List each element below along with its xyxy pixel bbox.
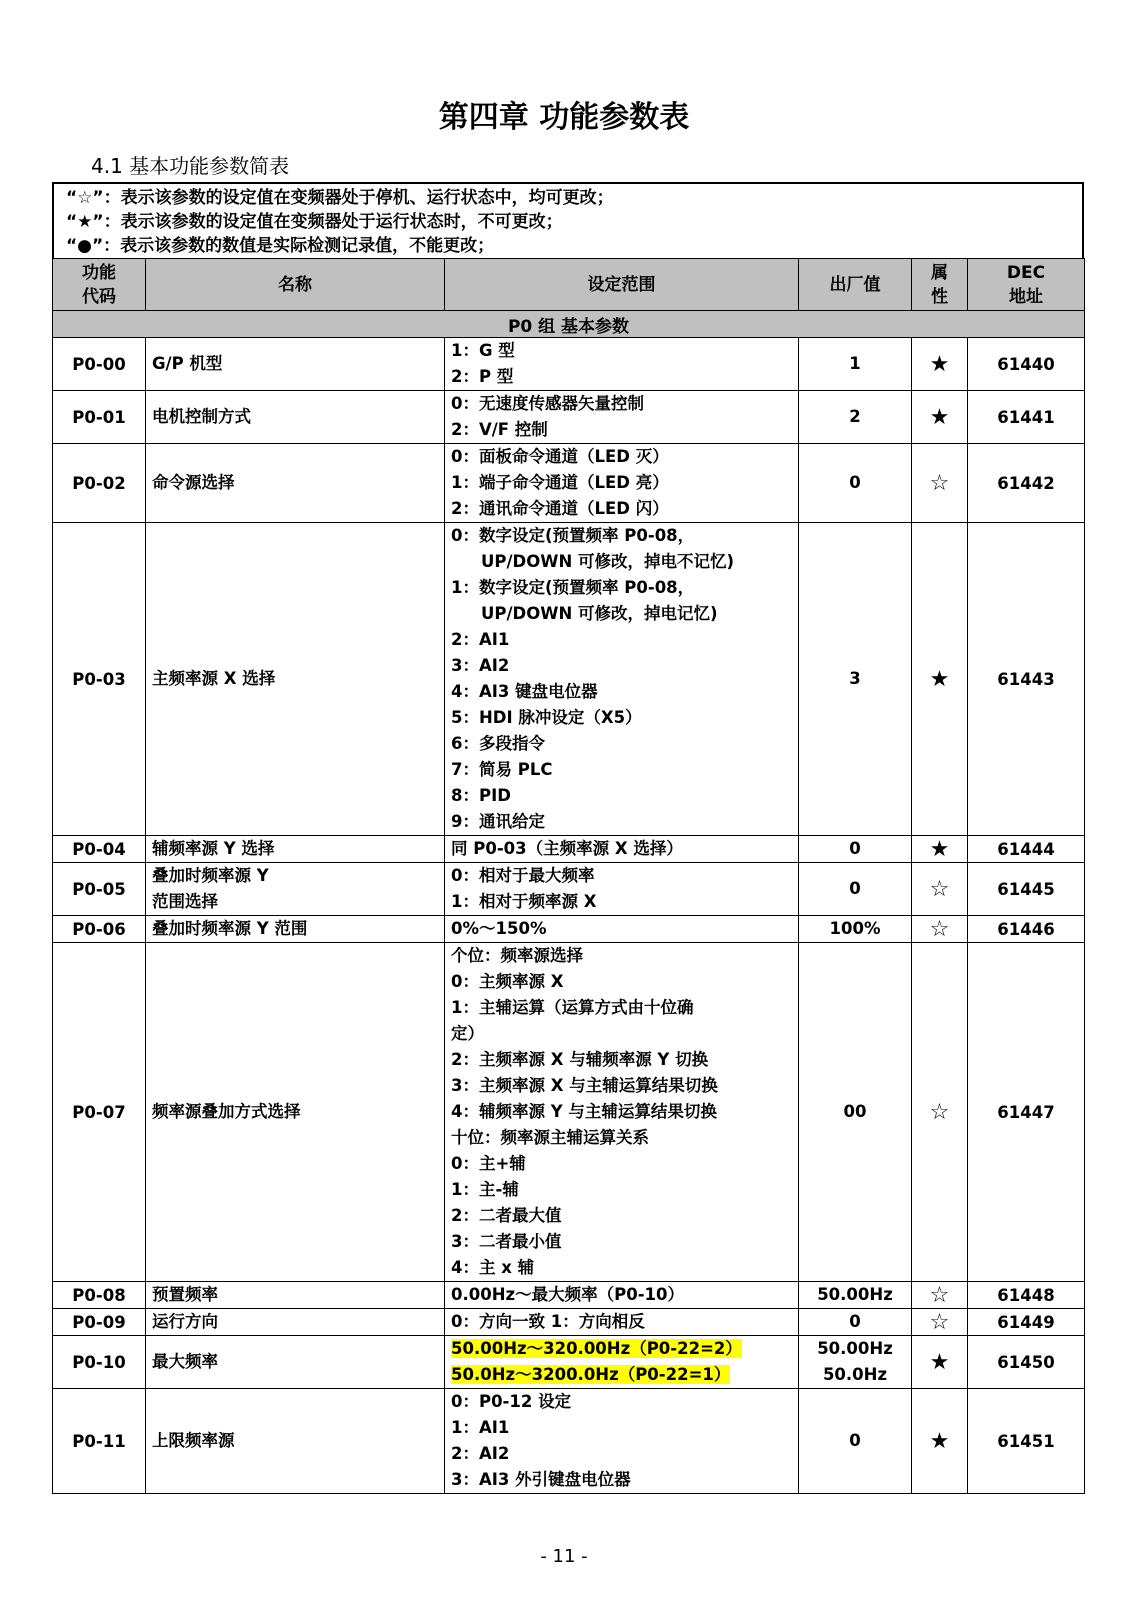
cell-line: 5：HDI 脉冲设定（X5） (451, 708, 642, 727)
cell-line: 3：AI3 外引键盘电位器 (451, 1470, 631, 1489)
cell-line: 0 (849, 879, 861, 898)
param-default (799, 836, 912, 863)
hollow-star-icon: ☆ (912, 444, 968, 523)
cell-line: 0%～150% (451, 919, 547, 938)
cell-line (451, 1336, 792, 1362)
hollow-star-icon: ☆ (912, 943, 968, 1282)
cell-line: 1：主-辅 (451, 1180, 519, 1199)
cell-line: 0：无速度传感器矢量控制 (451, 394, 644, 413)
param-dec-address: 61448 (968, 1282, 1085, 1309)
table-row (53, 836, 1085, 863)
cell-line: 0 (849, 1312, 861, 1331)
cell-line: 叠加时频率源 Y 范围 (152, 919, 308, 938)
param-range (445, 1336, 799, 1389)
param-default (799, 1282, 912, 1309)
param-code: P0-07 (53, 943, 146, 1282)
cell-line: 2 (849, 407, 861, 426)
cell-line: 8：PID (451, 786, 511, 805)
cell-line: 同 P0-03（主频率源 X 选择） (451, 839, 683, 858)
cell-line: 0：P0-12 设定 (451, 1392, 572, 1411)
cell-line: 2：P 型 (451, 367, 514, 386)
cell-line: 0 (849, 839, 861, 858)
hollow-star-icon: ☆ (912, 1282, 968, 1309)
param-range (445, 943, 799, 1282)
chapter-title: 第四章 功能参数表 (438, 100, 690, 135)
cell-line: 1 (849, 354, 861, 373)
param-name (146, 1336, 445, 1389)
cell-line: 定） (451, 1024, 484, 1043)
cell-line: 主频率源 X 选择 (152, 669, 276, 688)
filled-star-icon: ★ (912, 391, 968, 444)
filled-star-icon: ★ (912, 338, 968, 391)
header-default: 出厂值 (799, 259, 912, 311)
param-code: P0-08 (53, 1282, 146, 1309)
hollow-star-icon: ☆ (912, 863, 968, 916)
table-row (53, 916, 1085, 943)
table-row (53, 1336, 1085, 1389)
cell-line: 十位：频率源主辅运算关系 (451, 1128, 649, 1147)
cell-line: 2：V/F 控制 (451, 420, 548, 439)
cell-line: 预置频率 (152, 1285, 218, 1304)
cell-line: 2：通讯命令通道（LED 闪） (451, 499, 669, 518)
param-dec-address: 61445 (968, 863, 1085, 916)
param-name (146, 1282, 445, 1309)
cell-line: 3：AI2 (451, 656, 510, 675)
cell-line: 6：多段指令 (451, 734, 545, 753)
table-header-row (53, 259, 1085, 311)
cell-line: 1：端子命令通道（LED 亮） (451, 473, 669, 492)
cell-line: 0：主+辅 (451, 1154, 526, 1173)
param-name (146, 943, 445, 1282)
cell-line: UP/DOWN 可修改，掉电记忆) (481, 604, 718, 623)
cell-line: 50.00Hz (817, 1339, 893, 1358)
filled-star-icon: ★ (912, 836, 968, 863)
table-row (53, 391, 1085, 444)
cell-line: 00 (843, 1102, 867, 1121)
cell-line: 3：主频率源 X 与主辅运算结果切换 (451, 1076, 718, 1095)
param-default (799, 943, 912, 1282)
table-row (53, 523, 1085, 836)
param-code: P0-01 (53, 391, 146, 444)
param-default (799, 391, 912, 444)
param-dec-address: 61446 (968, 916, 1085, 943)
param-name (146, 1389, 445, 1494)
param-default (799, 863, 912, 916)
cell-line: 上限频率源 (152, 1431, 235, 1450)
cell-line: 0：主频率源 X (451, 972, 564, 991)
cell-line: 0 (849, 1431, 861, 1450)
table-row (53, 943, 1085, 1282)
legend-line-read-only: “●”：表示该参数的数值是实际检测记录值，不能更改； (66, 236, 495, 256)
param-range (445, 836, 799, 863)
param-name (146, 1309, 445, 1336)
param-name (146, 863, 445, 916)
cell-line: G/P 机型 (152, 354, 223, 373)
group-row (53, 311, 1085, 338)
table-row (53, 1309, 1085, 1336)
param-dec-address: 61440 (968, 338, 1085, 391)
param-range (445, 863, 799, 916)
param-dec-address: 61451 (968, 1389, 1085, 1494)
cell-line: 0 (849, 473, 861, 492)
cell-line: 1：主辅运算（运算方式由十位确 (451, 998, 694, 1017)
param-range (445, 391, 799, 444)
group-title: P0 组 基本参数 (53, 311, 1085, 338)
section-title: 4.1 基本功能参数简表 (91, 154, 290, 178)
cell-line: 3 (849, 669, 861, 688)
param-code: P0-11 (53, 1389, 146, 1494)
hollow-star-icon: ☆ (912, 1309, 968, 1336)
param-name (146, 444, 445, 523)
cell-line: 7：简易 PLC (451, 760, 553, 779)
table-row (53, 444, 1085, 523)
header-name: 名称 (146, 259, 445, 311)
param-code: P0-10 (53, 1336, 146, 1389)
param-dec-address: 61443 (968, 523, 1085, 836)
cell-line: 电机控制方式 (152, 407, 251, 426)
legend-line-changeable: “☆”：表示该参数的设定值在变频器处于停机、运行状态中，均可更改； (66, 188, 614, 208)
param-name (146, 391, 445, 444)
param-range (445, 1389, 799, 1494)
param-default (799, 523, 912, 836)
cell-line: 1：AI1 (451, 1418, 510, 1437)
cell-line: 4：AI3 键盘电位器 (451, 682, 598, 701)
hollow-star-icon: ☆ (912, 916, 968, 943)
cell-line: 2：AI1 (451, 630, 510, 649)
cell-line: 3：二者最小值 (451, 1232, 562, 1251)
cell-line: 0：面板命令通道（LED 灭） (451, 447, 669, 466)
cell-line: 2：AI2 (451, 1444, 510, 1463)
page-number: - 11 - (540, 1546, 588, 1567)
param-range (445, 523, 799, 836)
param-code: P0-00 (53, 338, 146, 391)
param-code: P0-06 (53, 916, 146, 943)
highlighted-text: 50.0Hz～3200.0Hz（P0-22=1） (451, 1365, 731, 1384)
param-code: P0-04 (53, 836, 146, 863)
table-row (53, 1389, 1085, 1494)
cell-line: 辅频率源 Y 选择 (152, 839, 275, 858)
param-code: P0-09 (53, 1309, 146, 1336)
attribute-legend (52, 182, 1084, 258)
cell-line: 运行方向 (152, 1312, 218, 1331)
cell-line: 范围选择 (152, 892, 218, 911)
param-dec-address: 61441 (968, 391, 1085, 444)
cell-line: 频率源叠加方式选择 (152, 1102, 301, 1121)
param-name (146, 523, 445, 836)
param-code: P0-02 (53, 444, 146, 523)
cell-line: 4：主 x 辅 (451, 1258, 535, 1277)
cell-line: 4：辅频率源 Y 与主辅运算结果切换 (451, 1102, 717, 1121)
cell-line (451, 1362, 792, 1388)
cell-line: 2：主频率源 X 与辅频率源 Y 切换 (451, 1050, 709, 1069)
param-range (445, 338, 799, 391)
filled-star-icon: ★ (912, 1336, 968, 1389)
param-name (146, 338, 445, 391)
param-name (146, 836, 445, 863)
cell-line: 50.00Hz (817, 1285, 893, 1304)
filled-star-icon: ★ (912, 1389, 968, 1494)
param-default (799, 1309, 912, 1336)
param-range (445, 444, 799, 523)
param-dec-address: 61449 (968, 1309, 1085, 1336)
param-default (799, 444, 912, 523)
param-default (799, 916, 912, 943)
param-dec-address: 61450 (968, 1336, 1085, 1389)
header-range: 设定范围 (445, 259, 799, 311)
table-row (53, 863, 1085, 916)
param-default (799, 1389, 912, 1494)
cell-line: 1：数字设定(预置频率 P0-08， (451, 578, 695, 597)
param-code: P0-03 (53, 523, 146, 836)
param-range (445, 916, 799, 943)
cell-line: UP/DOWN 可修改，掉电不记忆) (481, 552, 735, 571)
cell-line: 1：相对于频率源 X (451, 892, 597, 911)
param-default (799, 1336, 912, 1389)
cell-line: 0.00Hz～最大频率（P0-10） (451, 1285, 685, 1304)
cell-line: 命令源选择 (152, 473, 235, 492)
highlighted-text: 50.00Hz～320.00Hz（P0-22=2） (451, 1339, 742, 1358)
param-dec-address: 61442 (968, 444, 1085, 523)
header-attr: 属 性 (912, 259, 968, 311)
cell-line: 个位：频率源选择 (451, 946, 583, 965)
header-code: 功能 代码 (53, 259, 146, 311)
cell-line: 50.0Hz (822, 1365, 888, 1384)
param-code: P0-05 (53, 863, 146, 916)
cell-line: 叠加时频率源 Y (152, 866, 269, 885)
param-dec-address: 61447 (968, 943, 1085, 1282)
table-row (53, 1282, 1085, 1309)
legend-line-stop-only: “★”：表示该参数的设定值在变频器处于运行状态时，不可更改； (66, 212, 563, 232)
param-default (799, 338, 912, 391)
cell-line: 1：G 型 (451, 341, 515, 360)
cell-line: 2：二者最大值 (451, 1206, 562, 1225)
cell-line: 0：相对于最大频率 (451, 866, 595, 885)
filled-star-icon: ★ (912, 523, 968, 836)
param-range (445, 1282, 799, 1309)
cell-line: 0：数字设定(预置频率 P0-08， (451, 526, 695, 545)
cell-line: 0：方向一致 1：方向相反 (451, 1312, 645, 1331)
header-addr: DEC 地址 (968, 259, 1085, 311)
param-dec-address: 61444 (968, 836, 1085, 863)
cell-line: 100% (829, 919, 881, 938)
cell-line: 9：通讯给定 (451, 812, 545, 831)
table-row (53, 338, 1085, 391)
param-name (146, 916, 445, 943)
parameter-table (52, 258, 1085, 1494)
param-range (445, 1309, 799, 1336)
cell-line: 最大频率 (152, 1352, 218, 1371)
